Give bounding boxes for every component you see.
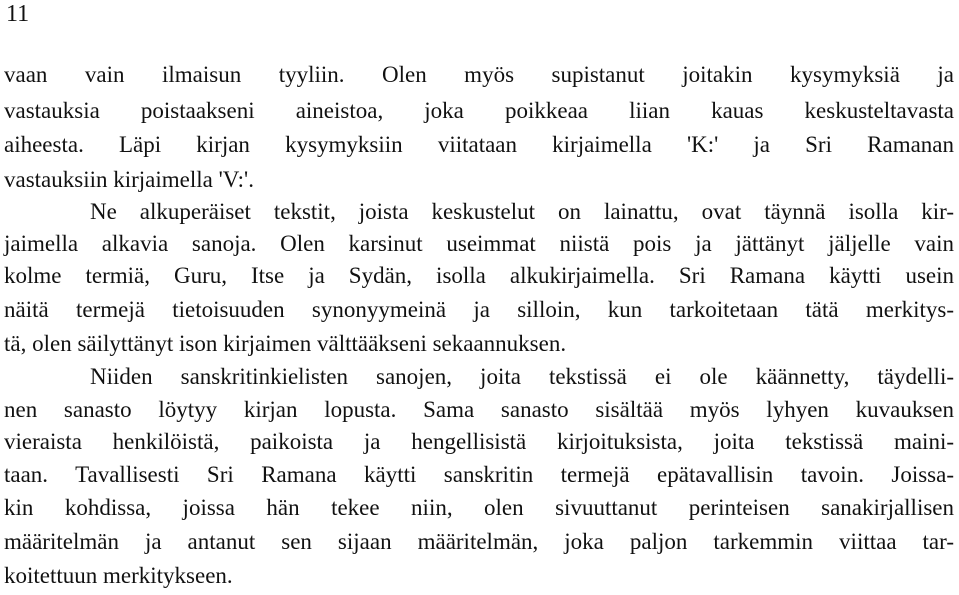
text-line: tä, olen säilyttänyt ison kirjaimen välttääkseni sekaannuksen.: [4, 331, 567, 356]
text-line: vaan vain ilmaisun tyyliin. Olen myös supistanut joitakin kysymyksiä ja: [4, 62, 954, 87]
text-line: Niiden sanskritinkielisten sanojen, joita tekstissä ei ole käännetty, täydelli-: [90, 364, 954, 389]
text-line: vastauksiin kirjaimella 'V:'.: [4, 167, 254, 192]
text-line: kin kohdissa, joissa hän tekee niin, olen sivuuttanut perinteisen sanakirjallisen: [4, 495, 954, 520]
text-line: Ne alkuperäiset tekstit, joista keskustelut on lainattu, ovat täynnä isolla kir-: [90, 199, 954, 224]
text-line: kolme termiä, Guru, Itse ja Sydän, isolla alkukirjaimella. Sri Ramana käytti usein: [4, 263, 954, 288]
text-line: aiheesta. Läpi kirjan kysymyksiin viitataan kirjaimella 'K:' ja Sri Ramanan: [4, 132, 954, 157]
text-line: vieraista henkilöistä, paikoista ja hengellisistä kirjoituksista, joita tekstissä maini-: [4, 429, 954, 454]
page-number: 11: [6, 1, 30, 27]
text-line: vastauksia poistaakseni aineistoa, joka poikkeaa liian kauas keskusteltavasta: [4, 98, 954, 123]
text-line: jaimella alkavia sanoja. Olen karsinut useimmat niistä pois ja jättänyt jäljelle vain: [4, 231, 954, 256]
text-line: määritelmän ja antanut sen sijaan määritelmän, joka paljon tarkemmin viittaa tar-: [4, 529, 954, 554]
text-line: näitä termejä tietoisuuden synonyymeinä ja silloin, kun tarkoitetaan tätä merkitys-: [4, 297, 954, 322]
text-line: koitettuun merkitykseen.: [4, 563, 233, 588]
text-line: nen sanasto löytyy kirjan lopusta. Sama sanasto sisältää myös lyhyen kuvauksen: [4, 397, 954, 422]
text-line: taan. Tavallisesti Sri Ramana käytti sanskritin termejä epätavallisin tavoin. Joissa-: [4, 462, 954, 487]
